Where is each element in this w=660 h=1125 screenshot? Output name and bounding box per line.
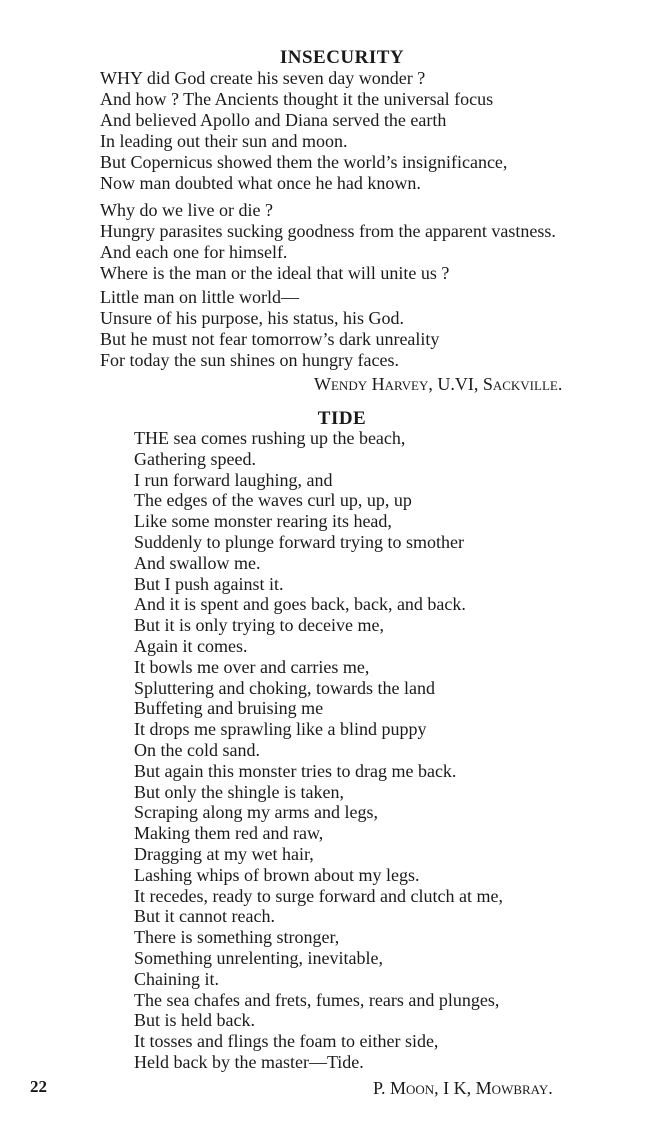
poem-line: But again this monster tries to drag me back. [134,760,457,781]
poem-line: And believed Apollo and Diana served the earth [100,110,447,130]
poem-line: It recedes, ready to surge forward and clutch at me, [134,885,504,906]
poem-line: THE sea comes rushing up the beach, [134,428,406,448]
poem-line: Dragging at my wet hair, [134,843,314,864]
poem-line: And swallow me. [134,552,261,573]
poem-line: Buffeting and bruising me [134,698,324,719]
poem-line: Unsure of his purpose, his status, his God. [100,308,404,328]
poem-line: It bowls me over and carries me, [134,656,370,677]
poem-line: Where is the man or the ideal that will unite us ? [100,263,450,283]
poem-line: But he must not fear tomorrow’s dark unreality [100,329,440,349]
poem2-author: P. Moon, I K, Mowbray. [373,1078,553,1098]
poem-line: But only the shingle is taken, [134,781,344,802]
poem-line: Spluttering and choking, towards the land [134,677,435,698]
poem1-stanza-2 [100,200,556,284]
poem-line: Scraping along my arms and legs, [134,802,378,823]
poem-line: Now man doubted what once he had known. [100,173,421,193]
poem-line: But it cannot reach. [134,906,275,927]
poem-line: Little man on little world— [100,287,299,307]
poem-line: Gathering speed. [134,448,256,469]
poem-line: Something unrelenting, inevitable, [134,947,383,968]
poem-line: But Copernicus showed them the world’s insignificance, [100,152,508,172]
poem-line: The edges of the waves curl up, up, up [134,490,412,511]
poem-line: WHY did God create his seven day wonder ? [100,68,426,88]
poem-line: On the cold sand. [134,739,260,760]
poem-line: In leading out their sun and moon. [100,131,348,151]
poem1-author: Wendy Harvey, U.VI, Sackville. [314,374,563,394]
poem-line: There is something stronger, [134,927,340,948]
poem-line: But it is only trying to deceive me, [134,615,384,636]
poem-title-tide: TIDE [317,408,367,429]
page-number: 22 [30,1077,47,1096]
poem-title-insecurity: INSECURITY [279,47,405,68]
poem-line: Suddenly to plunge forward trying to smother [134,531,464,552]
poem-line: Why do we live or die ? [100,200,273,220]
poem-line: Lashing whips of brown about my legs. [134,864,420,885]
poem-line: Hungry parasites sucking goodness from the apparent vastness. [100,221,556,241]
poem-line: Making them red and raw, [134,823,324,844]
poem-line: And how ? The Ancients thought it the universal focus [100,89,494,109]
poem-line: Again it comes. [134,635,248,656]
poem-line: It tosses and flings the foam to either side, [134,1031,439,1052]
poem-line: And it is spent and goes back, back, and back. [134,594,466,615]
poem-line: Chaining it. [134,968,219,989]
poem1-stanza-1 [100,68,507,194]
poem-line: But is held back. [134,1010,255,1031]
poem-line: Held back by the master—Tide. [134,1051,364,1072]
poem-line: It drops me sprawling like a blind puppy [134,719,427,740]
poem-line: The sea chafes and frets, fumes, rears and plunges, [134,989,500,1010]
poem2-body [134,428,503,1073]
poem-line: I run forward laughing, and [134,469,333,490]
poem-line: Like some monster rearing its head, [134,511,392,532]
poem-line: But I push against it. [134,573,284,594]
poem-line: For today the sun shines on hungry faces. [100,350,399,370]
poem1-stanza-3 [100,287,439,371]
poem-line: And each one for himself. [100,242,288,262]
